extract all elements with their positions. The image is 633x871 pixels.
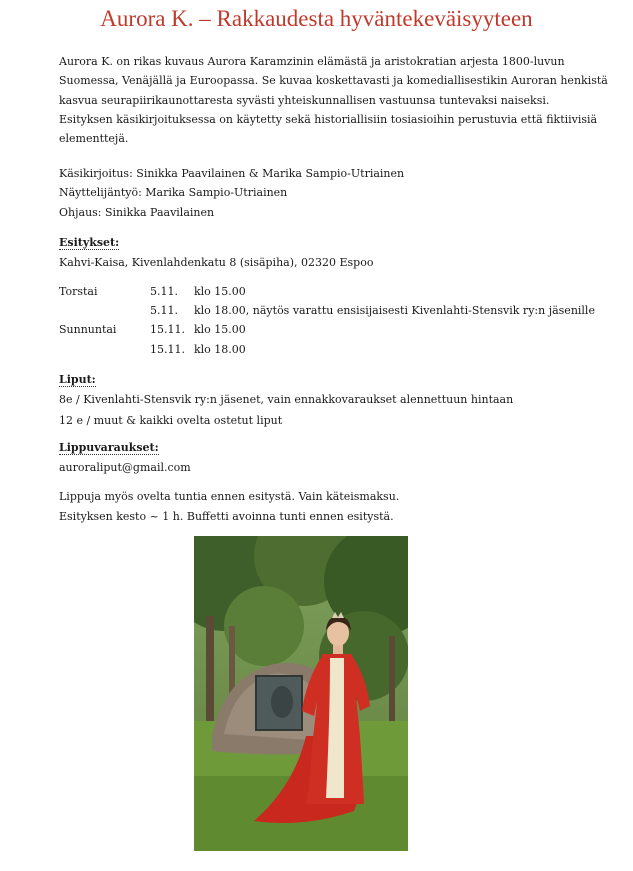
schedule-time: klo 18.00 <box>194 343 246 356</box>
schedule-date: 5.11. <box>150 304 178 317</box>
credit-line: Näyttelijäntyö: Marika Sampio-Utriainen <box>59 186 288 200</box>
schedule-date: 15.11. <box>150 343 185 356</box>
intro-line: kasvua seurapiirikaunottaresta syvästi yhteiskunnallisen vastuunsa tuntevaksi naiseksi. <box>59 93 550 107</box>
venue: Kahvi-Kaisa, Kivenlahdenkatu 8 (sisäpiha), 02320 Espoo <box>59 256 374 270</box>
tree-foliage <box>224 586 304 666</box>
actress-photo <box>194 536 408 851</box>
credit-line: Ohjaus: Sinikka Paavilainen <box>59 205 215 219</box>
schedule-time: klo 18.00, näytös varattu ensisijaisesti Kivenlahti-Stensvik ry:n jäsenille <box>194 304 595 317</box>
booking-heading: Lippuvaraukset: <box>59 441 159 454</box>
schedule-time: klo 15.00 <box>194 285 246 298</box>
credits <box>59 164 404 222</box>
tickets-section <box>59 370 513 431</box>
tickets-heading: Liput: <box>59 373 96 386</box>
shows-heading: Esitykset: <box>59 236 120 249</box>
tree-trunk <box>206 616 214 726</box>
schedule-time: klo 15.00 <box>194 323 246 336</box>
page-title: Aurora K. – Rakkaudesta hyväntekeväisyyteen <box>100 6 533 31</box>
ticket-line: 8e / Kivenlahti-Stensvik ry:n jäsenet, vain ennakkovaraukset alennettuun hintaan <box>59 393 514 407</box>
intro-paragraph <box>59 52 608 148</box>
schedule-date: 5.11. <box>150 285 178 298</box>
intro-line: Aurora K. on rikas kuvaus Aurora Karamzinin elämästä ja aristokratian arjesta 1800-luvun <box>59 55 565 68</box>
shows-section <box>59 233 373 274</box>
footer-notes <box>59 487 399 528</box>
booking-email[interactable]: auroraliput@gmail.com <box>59 461 191 475</box>
booking-section <box>59 438 191 479</box>
intro-line: Suomessa, Venäjällä ja Euroopassa. Se kuvaa koskettavasti ja komediallisestikin Auroran henkistä <box>59 74 608 88</box>
schedule-date: 15.11. <box>150 323 185 336</box>
tree-trunk <box>389 636 395 726</box>
intro-line: elementtejä. <box>59 132 129 146</box>
intro-line: Esityksen käsikirjoituksessa on käytetty sekä historiallisiin tosiasioihin perustuvia että fiktiivisiä <box>59 112 598 126</box>
schedule-day: Torstai <box>59 285 98 298</box>
schedule-day: Sunnuntai <box>59 323 117 336</box>
ticket-line: 12 e / muut & kaikki ovelta ostetut liput <box>59 413 283 427</box>
footer-line: Esityksen kesto ~ 1 h. Buffetti avoinna tunti ennen esitystä. <box>59 510 394 524</box>
footer-line: Lippuja myös ovelta tuntia ennen esitystä. Vain käteismaksu. <box>59 490 400 503</box>
credit-line: Käsikirjoitus: Sinikka Paavilainen & Marika Sampio-Utriainen <box>59 167 405 180</box>
